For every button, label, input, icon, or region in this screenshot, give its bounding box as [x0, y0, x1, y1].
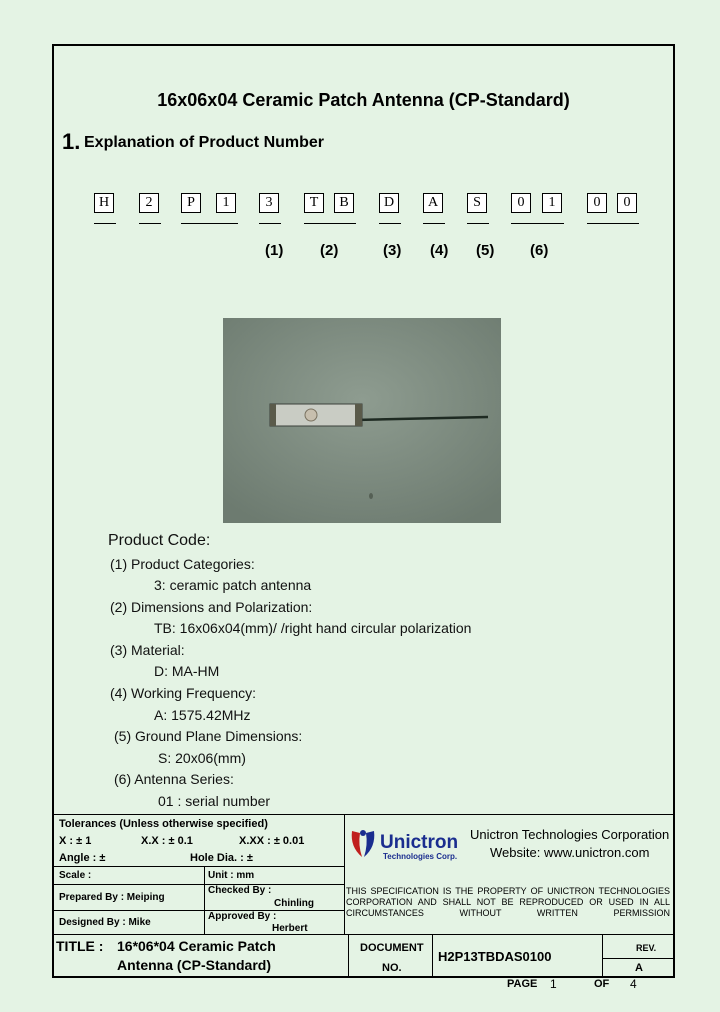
tolerance-angle: Angle : ±: [59, 852, 106, 864]
product-code-line: (5) Ground Plane Dimensions:: [114, 728, 303, 744]
pn-char: 0: [617, 193, 637, 213]
product-code-line: 01 : serial number: [158, 793, 271, 809]
table-divider: [602, 934, 603, 978]
section-number: 1.: [62, 129, 81, 154]
logo-name: Unictron: [380, 832, 459, 853]
title-line-1: 16*06*04 Ceramic Patch: [117, 938, 276, 954]
tolerance-hole: Hole Dia. : ±: [190, 852, 253, 864]
document-number: H2P13TBDAS0100: [438, 949, 552, 964]
rev-label: REV.: [636, 943, 657, 953]
product-code-heading: Product Code:: [108, 532, 211, 549]
document-frame: [52, 44, 675, 978]
table-top-line: [54, 814, 673, 815]
tolerances-heading: Tolerances (Unless otherwise specified): [59, 818, 268, 830]
pn-char: B: [334, 193, 354, 213]
pn-char: 3: [259, 193, 279, 213]
company-website: Website: www.unictron.com: [490, 845, 650, 860]
pn-underline: [139, 223, 161, 224]
table-line: [54, 910, 344, 911]
pn-char: T: [304, 193, 324, 213]
speck: [369, 493, 373, 499]
table-line: [54, 866, 344, 867]
end-cap-left: [270, 404, 276, 426]
checked-by-name: Chinling: [274, 898, 314, 909]
table-divider: [348, 934, 349, 978]
unit-field: Unit : mm: [208, 870, 255, 881]
pn-char: D: [379, 193, 399, 213]
section-heading: Explanation of Product Number: [84, 134, 325, 151]
approved-by-label: Approved By :: [208, 911, 277, 922]
tolerance-x: X : ± 1: [59, 835, 92, 847]
scale-field: Scale :: [59, 870, 92, 881]
product-code-line: (4) Working Frequency:: [110, 685, 257, 701]
title-line-2: Antenna (CP-Standard): [117, 957, 271, 973]
document-title: 16x06x04 Ceramic Patch Antenna (CP-Standard): [157, 90, 570, 110]
table-divider: [204, 866, 205, 934]
tolerance-xxx: X.XX : ± 0.01: [239, 835, 305, 847]
document-no-label: NO.: [382, 962, 402, 974]
pn-char: 1: [216, 193, 236, 213]
table-line: [54, 934, 673, 935]
rev-value: A: [635, 962, 643, 974]
pn-char: H: [94, 193, 114, 213]
pn-char: 2: [139, 193, 159, 213]
pn-char: S: [467, 193, 487, 213]
approved-by-name: Herbert: [272, 923, 308, 934]
product-code-line: (6) Antenna Series:: [114, 771, 234, 787]
product-code-line: A: 1575.42MHz: [154, 707, 251, 723]
product-code-line: (2) Dimensions and Polarization:: [110, 599, 313, 615]
page-number: 1: [550, 977, 557, 991]
table-line: [602, 958, 675, 959]
antenna-illustration: [223, 318, 501, 523]
pn-underline: [94, 223, 116, 224]
pn-underline: [259, 223, 281, 224]
company-name: Unictron Technologies Corporation: [470, 827, 670, 842]
prepared-by: Prepared By : Meiping: [59, 892, 165, 903]
table-divider: [344, 814, 345, 934]
group-label: (5): [476, 242, 495, 259]
pn-underline: [379, 223, 401, 224]
page-label: PAGE: [507, 978, 538, 990]
antenna-photo: [223, 318, 501, 523]
property-notice: THIS SPECIFICATION IS THE PROPERTY OF UNICTRON TECHNOLOGIES CORPORATION AND SHALL NOT BE REPRODUCED OR USED IN ALL CIRCUMSTANCES WITHOUT WRITTEN PERMISSION: [346, 886, 670, 918]
product-code-line: TB: 16x06x04(mm)/ /right hand circular polarization: [154, 620, 472, 636]
pn-underline: [587, 223, 639, 224]
unictron-logo-icon: [348, 827, 378, 861]
pn-underline: [467, 223, 489, 224]
designed-by: Designed By : Mike: [59, 917, 151, 928]
group-label: (2): [320, 242, 339, 259]
pn-underline: [304, 223, 356, 224]
title-label: TITLE :: [56, 938, 104, 954]
table-divider: [432, 934, 433, 978]
logo-subtitle: Technologies Corp.: [383, 852, 458, 861]
group-label: (4): [430, 242, 449, 259]
group-label: (6): [530, 242, 549, 259]
feed-point: [305, 409, 317, 421]
group-label: (1): [265, 242, 284, 259]
pn-char: P: [181, 193, 201, 213]
end-cap-right: [355, 404, 362, 426]
tolerance-xx: X.X : ± 0.1: [141, 835, 193, 847]
product-code-line: 3: ceramic patch antenna: [154, 577, 312, 593]
of-label: OF: [594, 978, 610, 990]
document-label: DOCUMENT: [360, 942, 424, 954]
pn-char: 0: [587, 193, 607, 213]
pn-char: 0: [511, 193, 531, 213]
pn-char: A: [423, 193, 443, 213]
pn-underline: [181, 223, 238, 224]
pn-underline: [423, 223, 445, 224]
pn-underline: [511, 223, 564, 224]
table-line: [54, 884, 344, 885]
product-code-line: (3) Material:: [110, 642, 185, 658]
product-code-line: S: 20x06(mm): [158, 750, 246, 766]
page-total: 4: [630, 977, 637, 991]
group-label: (3): [383, 242, 402, 259]
pn-char: 1: [542, 193, 562, 213]
product-code-line: (1) Product Categories:: [110, 556, 255, 572]
product-code-line: D: MA-HM: [154, 663, 220, 679]
checked-by-label: Checked By :: [208, 885, 272, 896]
